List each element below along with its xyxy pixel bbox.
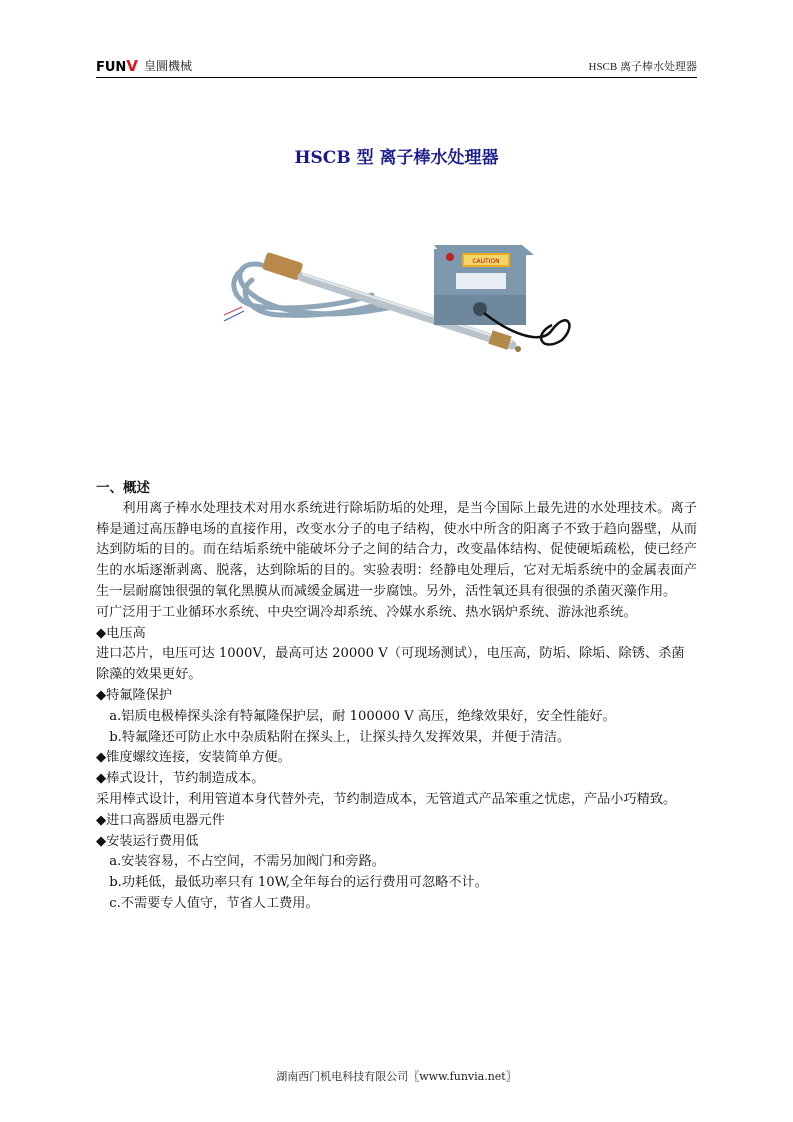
product-photo bbox=[222, 235, 582, 365]
feature-title: ◆安装运行费用低 bbox=[96, 833, 199, 849]
feature-desc: 进口芯片，电压可达 1000V，最高可达 20000 V（可现场测试），电压高，防垢、除垢、除锈、杀菌除藻的效果更好。 bbox=[96, 646, 685, 683]
feature-title: ◆进口高器质电器元件 bbox=[96, 812, 225, 828]
feature-desc: 采用棒式设计，利用管道本身代替外壳，节约制造成本，无管道式产品笨重之忧虑，产品小巧精致。 bbox=[96, 791, 677, 807]
header-doc-title: HSCB 离子棒水处理器 bbox=[588, 61, 697, 73]
svg-text:CAUTION: CAUTION bbox=[472, 258, 500, 265]
page-title: HSCB 型 离子棒水处理器 bbox=[294, 148, 499, 168]
logo-accent: V bbox=[126, 57, 138, 75]
feature-title: ◆锥度螺纹连接，安装简单方便。 bbox=[96, 750, 291, 766]
logo-text: FUN bbox=[96, 60, 127, 75]
page-footer: 湖南西门机电科技有限公司〖www.funvia.net〗 bbox=[276, 1070, 517, 1083]
feature-sub-item: a.安装容易，不占空间，不需另加阀门和旁路。 bbox=[109, 854, 385, 870]
brand-name-cn: 皇圜機械 bbox=[144, 59, 193, 73]
feature-title: ◆电压高 bbox=[96, 625, 146, 641]
application-paragraph: 可广泛用于工业循环水系统、中央空调冷却系统、冷媒水系统、热水锅炉系统、游泳池系统。 bbox=[96, 604, 637, 620]
feature-title: ◆特氟隆保护 bbox=[96, 687, 173, 703]
feature-sub-item: a.铝质电极棒探头涂有特氟隆保护层，耐 100000 V 高压，绝缘效果好，安全性能好。 bbox=[109, 708, 616, 724]
page-header bbox=[96, 55, 697, 78]
overview-paragraph: 利用离子棒水处理技术对用水系统进行除垢防垢的处理，是当今国际上最先进的水处理技术。离子棒是通过高压静电场的直接作用，改变水分子的电子结构，使水中所含的阳离子不致于趋向器壁，从而达到防垢的目的。而在结垢系统中能破坏分子之间的结合力，改变晶体结构、促使硬垢疏松，使已经产生的水垢逐渐剥离、脱落，达到除垢的目的。实验表明：经静电处理后，它对无垢系统中的金属表面产生一层耐腐蚀很强的氧化黑膜从而减缓金属进一步腐蚀。另外，活性氧还具有很强的杀菌灭藻作用。 bbox=[96, 500, 697, 599]
feature-sub-item: b.功耗低，最低功率只有 10W,全年每台的运行费用可忽略不计。 bbox=[109, 875, 488, 891]
brand-logo bbox=[96, 57, 138, 75]
document-body bbox=[96, 478, 697, 915]
feature-title: ◆棒式设计，节约制造成本。 bbox=[96, 771, 265, 787]
feature-sub-item: b.特氟隆还可防止水中杂质粘附在探头上，让探头持久发挥效果，并便于清洁。 bbox=[109, 729, 571, 745]
section-heading: 一、概述 bbox=[96, 480, 150, 496]
feature-sub-item: c.不需要专人值守，节省人工费用。 bbox=[109, 895, 319, 911]
